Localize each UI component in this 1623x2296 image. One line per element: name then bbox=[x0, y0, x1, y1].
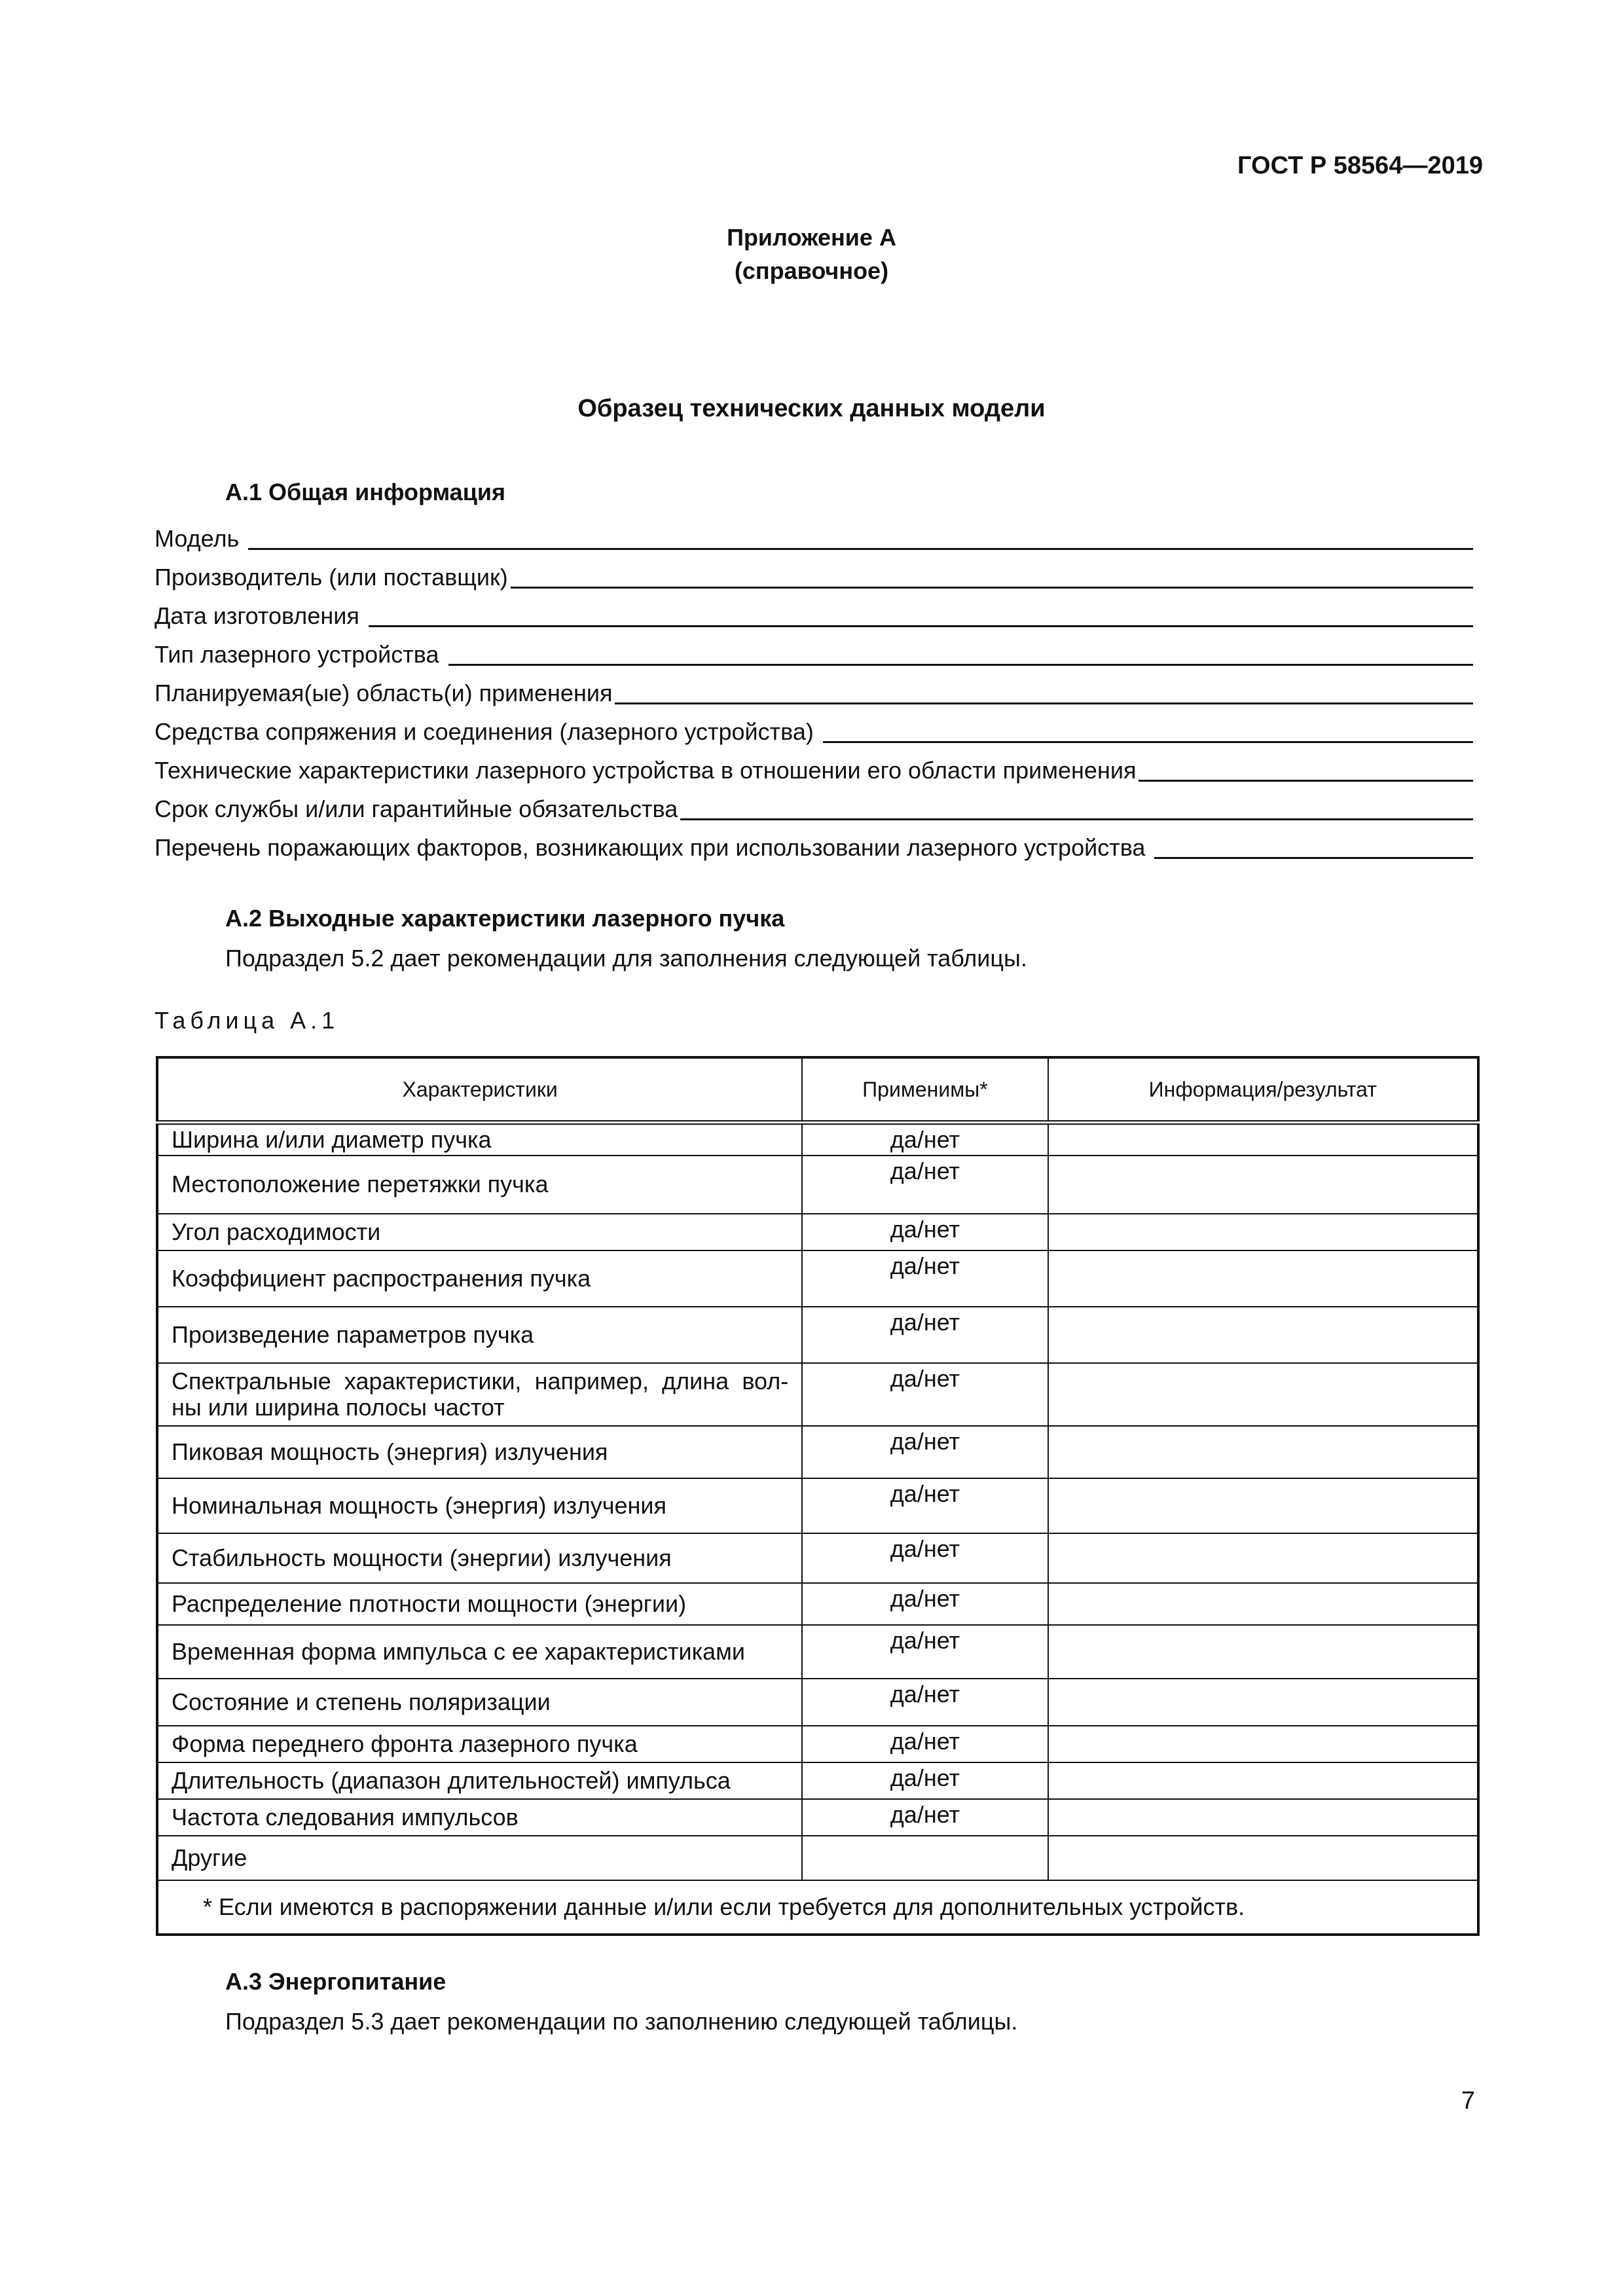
fill-line[interactable] bbox=[369, 625, 1473, 627]
section-a1-heading: А.1 Общая информация bbox=[225, 479, 505, 505]
applicable-cell[interactable]: да/нет bbox=[802, 1307, 1048, 1363]
section-a3-text: Подраздел 5.3 дает рекомендации по заполнению следующей таблицы. bbox=[225, 2008, 1018, 2035]
result-cell[interactable] bbox=[1048, 1679, 1478, 1726]
characteristic-cell: Частота следования импульсов bbox=[157, 1799, 802, 1836]
table-row bbox=[157, 1625, 1478, 1679]
fill-line[interactable] bbox=[1139, 780, 1473, 782]
field-label: Технические характеристики лазерного устройства в отношении его области применения bbox=[155, 757, 1137, 784]
result-cell[interactable] bbox=[1048, 1625, 1478, 1679]
fill-line[interactable] bbox=[1154, 857, 1473, 859]
applicable-cell[interactable]: да/нет bbox=[802, 1214, 1048, 1250]
fill-line[interactable] bbox=[511, 587, 1473, 589]
result-cell[interactable] bbox=[1048, 1250, 1478, 1307]
table-row bbox=[157, 1836, 1478, 1880]
section-a2-heading: А.2 Выходные характеристики лазерного пучка bbox=[225, 905, 785, 932]
result-cell[interactable] bbox=[1048, 1583, 1478, 1625]
characteristic-cell: Распределение плотности мощности (энергии) bbox=[157, 1583, 802, 1625]
section-a2-text: Подраздел 5.2 дает рекомендации для заполнения следующей таблицы. bbox=[225, 945, 1027, 972]
table-row bbox=[157, 1123, 1478, 1156]
table-header-row bbox=[157, 1057, 1478, 1123]
result-cell[interactable] bbox=[1048, 1363, 1478, 1426]
field-label: Планируемая(ые) область(и) применения bbox=[155, 680, 613, 706]
applicable-cell[interactable]: да/нет bbox=[802, 1363, 1048, 1426]
column-header-info-result: Информация/результат bbox=[1048, 1057, 1478, 1123]
applicable-cell[interactable]: да/нет bbox=[802, 1583, 1048, 1625]
table-row bbox=[157, 1583, 1478, 1625]
appendix-type: (справочное) bbox=[734, 257, 889, 284]
characteristics-table bbox=[156, 1056, 1480, 1936]
table-row bbox=[157, 1156, 1478, 1214]
characteristic-cell: Длительность (диапазон длительностей) импульса bbox=[157, 1762, 802, 1799]
applicable-cell[interactable]: да/нет bbox=[802, 1625, 1048, 1679]
characteristic-cell: Состояние и степень поляризации bbox=[157, 1679, 802, 1726]
result-cell[interactable] bbox=[1048, 1214, 1478, 1250]
page-title: Образец технических данных модели bbox=[577, 395, 1046, 422]
applicable-cell[interactable]: да/нет bbox=[802, 1250, 1048, 1307]
table-row bbox=[157, 1762, 1478, 1799]
characteristic-cell: Форма переднего фронта лазерного пучка bbox=[157, 1726, 802, 1762]
standard-number: ГОСТ Р 58564—2019 bbox=[1237, 152, 1483, 179]
applicable-cell[interactable]: да/нет bbox=[802, 1478, 1048, 1533]
table-row bbox=[157, 1363, 1478, 1426]
result-cell[interactable] bbox=[1048, 1123, 1478, 1156]
characteristic-cell: Ширина и/или диаметр пучка bbox=[157, 1123, 802, 1156]
applicable-cell[interactable]: да/нет bbox=[802, 1726, 1048, 1762]
applicable-cell[interactable]: да/нет bbox=[802, 1156, 1048, 1214]
field-label: Перечень поражающих факторов, возникающих при использовании лазерного устройства bbox=[155, 834, 1152, 861]
table-row bbox=[157, 1679, 1478, 1726]
table-footnote-row bbox=[157, 1880, 1478, 1935]
fill-line[interactable] bbox=[680, 818, 1473, 820]
field-laser-type[interactable] bbox=[155, 640, 1473, 668]
characteristic-cell: Стабильность мощности (энергии) излучения bbox=[157, 1533, 802, 1583]
result-cell[interactable] bbox=[1048, 1156, 1478, 1214]
field-interfaces[interactable] bbox=[155, 717, 1473, 746]
characteristic-cell: Угол расходимости bbox=[157, 1214, 802, 1250]
result-cell[interactable] bbox=[1048, 1836, 1478, 1880]
characteristic-cell: Коэффициент распространения пучка bbox=[157, 1250, 802, 1307]
section-a3-heading: А.3 Энергопитание bbox=[225, 1968, 447, 1995]
appendix-label: Приложение А bbox=[727, 224, 896, 251]
characteristic-cell: Номинальная мощность (энергия) излучения bbox=[157, 1478, 802, 1533]
field-label: Дата изготовления bbox=[155, 602, 366, 629]
column-header-characteristics: Характеристики bbox=[157, 1057, 802, 1123]
fill-line[interactable] bbox=[615, 702, 1473, 704]
field-label: Модель bbox=[155, 525, 246, 552]
table-footnote: * Если имеются в распоряжении данные и/или если требуется для дополнительных устройств. bbox=[157, 1880, 1478, 1935]
characteristic-cell: Другие bbox=[157, 1836, 802, 1880]
field-service-life[interactable] bbox=[155, 794, 1473, 823]
table-caption: Таблица А.1 bbox=[155, 1007, 340, 1034]
applicable-cell[interactable]: да/нет bbox=[802, 1762, 1048, 1799]
table-row bbox=[157, 1426, 1478, 1478]
characteristic-cell: Произведение параметров пучка bbox=[157, 1307, 802, 1363]
field-application-area[interactable] bbox=[155, 678, 1473, 707]
field-tech-characteristics[interactable] bbox=[155, 756, 1473, 784]
table-row bbox=[157, 1214, 1478, 1250]
result-cell[interactable] bbox=[1048, 1478, 1478, 1533]
field-hazard-factors[interactable] bbox=[155, 833, 1473, 862]
fill-line[interactable] bbox=[448, 664, 1473, 666]
characteristic-cell: Временная форма импульса с ее характеристиками bbox=[157, 1625, 802, 1679]
characteristic-cell: Местоположение перетяжки пучка bbox=[157, 1156, 802, 1214]
table-row bbox=[157, 1478, 1478, 1533]
result-cell[interactable] bbox=[1048, 1799, 1478, 1836]
field-label: Производитель (или поставщик) bbox=[155, 564, 508, 591]
result-cell[interactable] bbox=[1048, 1533, 1478, 1583]
applicable-cell[interactable]: да/нет bbox=[802, 1426, 1048, 1478]
table-row bbox=[157, 1307, 1478, 1363]
applicable-cell[interactable]: да/нет bbox=[802, 1533, 1048, 1583]
field-label: Средства сопряжения и соединения (лазерного устройства) bbox=[155, 718, 820, 745]
characteristic-cell: Пиковая мощность (энергия) излучения bbox=[157, 1426, 802, 1478]
table-row bbox=[157, 1533, 1478, 1583]
fill-line[interactable] bbox=[823, 741, 1473, 743]
field-label: Тип лазерного устройства bbox=[155, 641, 446, 668]
result-cell[interactable] bbox=[1048, 1426, 1478, 1478]
characteristic-cell: Спектральные характеристики, например, длина вол-ны или ширина полосы частот bbox=[157, 1363, 802, 1426]
page-number: 7 bbox=[1461, 2087, 1475, 2115]
table-row bbox=[157, 1250, 1478, 1307]
field-label: Срок службы и/или гарантийные обязательства bbox=[155, 795, 678, 822]
column-header-applicable: Применимы* bbox=[802, 1057, 1048, 1123]
applicable-cell[interactable]: да/нет bbox=[802, 1799, 1048, 1836]
applicable-cell[interactable]: да/нет bbox=[802, 1679, 1048, 1726]
applicable-cell[interactable] bbox=[802, 1836, 1048, 1880]
field-model[interactable] bbox=[155, 524, 1473, 553]
fill-line[interactable] bbox=[248, 548, 1473, 550]
applicable-cell[interactable]: да/нет bbox=[802, 1123, 1048, 1156]
table-row bbox=[157, 1799, 1478, 1836]
field-manufacturer[interactable] bbox=[155, 562, 1473, 591]
field-manufacture-date[interactable] bbox=[155, 601, 1473, 630]
result-cell[interactable] bbox=[1048, 1726, 1478, 1762]
result-cell[interactable] bbox=[1048, 1307, 1478, 1363]
result-cell[interactable] bbox=[1048, 1762, 1478, 1799]
table-row bbox=[157, 1726, 1478, 1762]
